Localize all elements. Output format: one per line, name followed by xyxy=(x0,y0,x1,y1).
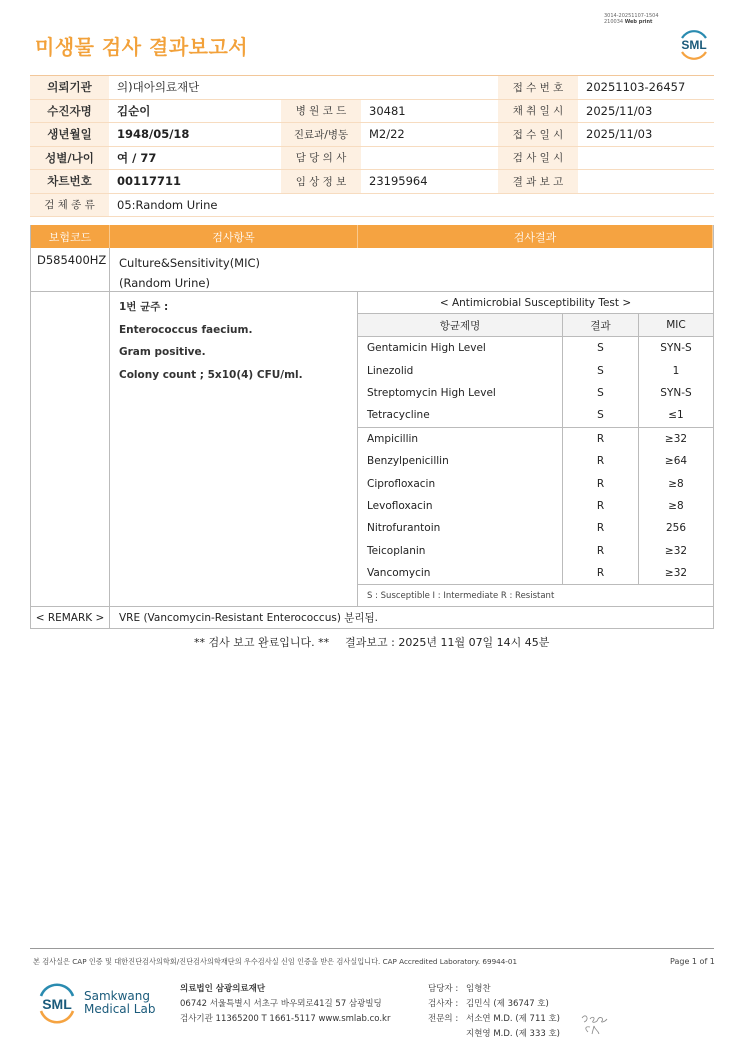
col-code-header: 보험코드 xyxy=(31,225,110,248)
info-label: 담 당 의 사 xyxy=(281,147,361,170)
insurance-code: D585400HZ xyxy=(31,248,110,291)
staff-row xyxy=(428,982,560,997)
staff-person: 임형찬 xyxy=(466,984,491,994)
ast-result: R xyxy=(563,495,639,517)
ast-result: S xyxy=(563,337,639,359)
ast-result: R xyxy=(563,540,639,562)
staff-row xyxy=(428,1012,560,1027)
info-row xyxy=(30,123,714,147)
ast-result-header: 결과 xyxy=(563,314,639,336)
ast-result: S xyxy=(563,382,639,404)
ast-row xyxy=(358,517,713,539)
info-row xyxy=(30,194,714,218)
info-value xyxy=(578,147,714,170)
ast-mic: ≥64 xyxy=(664,455,688,468)
ast-mic: 256 xyxy=(665,522,687,535)
ast-result: R xyxy=(563,562,639,584)
ast-drug: Benzylpenicillin xyxy=(358,450,563,472)
ast-mic-header: MIC xyxy=(666,319,686,331)
ast-row xyxy=(358,562,713,584)
print-code-line2 xyxy=(604,19,659,25)
signature-icon xyxy=(578,1008,612,1038)
info-row xyxy=(30,100,714,124)
info-row xyxy=(30,170,714,194)
staff-person: 김민식 (제 36747 호) xyxy=(466,999,549,1009)
culture-body xyxy=(31,292,713,607)
samkwang-logo-text: SML xyxy=(42,996,72,1012)
info-label: 차트번호 xyxy=(30,170,109,193)
info-value: 2025/11/03 xyxy=(586,127,653,142)
complete-text: ** 검사 보고 완료입니다. ** xyxy=(194,636,330,649)
report-time: 결과보고 : 2025년 11월 07일 14시 45분 xyxy=(345,636,550,649)
ast-resistant-group xyxy=(358,428,713,586)
info-value: M2/22 xyxy=(369,127,405,142)
info-label: 검 사 일 시 xyxy=(498,147,578,170)
ast-drug: Nitrofurantoin xyxy=(358,517,563,539)
ast-result: S xyxy=(563,359,639,381)
ast-row xyxy=(358,450,713,472)
info-value: 20251103-26457 xyxy=(586,80,686,95)
org-contact: 검사기관 11365200 T 1661-5117 www.smlab.co.kr xyxy=(180,1014,391,1024)
info-label: 성별/나이 xyxy=(30,147,109,170)
page-number: Page 1 of 1 xyxy=(670,957,715,966)
info-label: 수진자명 xyxy=(30,100,109,123)
organism-line: Gram positive. xyxy=(119,346,206,358)
remark-row xyxy=(31,607,713,629)
org-name: 의료법인 삼광의료재단 xyxy=(180,984,266,994)
org-address: 06742 서울특별시 서초구 바우뫼로41길 57 삼광빌딩 xyxy=(180,999,382,1009)
info-label: 생년월일 xyxy=(30,123,109,146)
remark-text: VRE (Vancomycin-Resistant Enterococcus) 분리됨. xyxy=(119,612,379,624)
print-code-line1: 3014-20251107-1504 xyxy=(604,13,659,19)
specimen-label: 검 체 종 류 xyxy=(30,194,109,217)
print-code xyxy=(604,13,659,25)
info-label: 접 수 번 호 xyxy=(498,76,578,99)
ast-drug: Vancomycin xyxy=(358,562,563,584)
ast-drug: Streptomycin High Level xyxy=(358,382,563,404)
info-value: 의)대아의료재단 xyxy=(117,80,200,95)
info-label: 결 과 보 고 xyxy=(498,170,578,193)
staff-person: 서소연 M.D. (제 711 호) xyxy=(466,1014,561,1024)
staff-person: 지현영 M.D. (제 333 호) xyxy=(466,1029,561,1039)
info-value xyxy=(361,147,498,170)
print-code-id: 210034 xyxy=(604,19,624,25)
specimen-value: 05:Random Urine xyxy=(117,197,218,212)
ast-result: R xyxy=(563,472,639,494)
info-value: 23195964 xyxy=(369,174,428,189)
info-label: 접 수 일 시 xyxy=(498,123,578,146)
ast-table xyxy=(358,292,713,606)
ast-legend: S : Susceptible I : Intermediate R : Resistant xyxy=(367,591,555,602)
footer-divider xyxy=(30,948,714,949)
ast-row xyxy=(358,540,713,562)
info-label: 병 원 코 드 xyxy=(281,100,361,123)
ast-mic: ≥32 xyxy=(664,544,688,557)
ast-mic: ≤1 xyxy=(668,409,684,422)
results-table xyxy=(30,225,714,629)
info-row xyxy=(30,76,714,100)
web-print-label: Web print xyxy=(624,19,653,25)
ast-mic: ≥32 xyxy=(664,432,688,445)
ast-result: R xyxy=(563,428,639,450)
test-specimen: (Random Urine) xyxy=(119,276,210,290)
info-value: 30481 xyxy=(369,103,406,118)
ast-drug: Ciprofloxacin xyxy=(358,472,563,494)
ast-row xyxy=(358,495,713,517)
ast-mic: 1 xyxy=(672,364,680,377)
samkwang-logo-icon xyxy=(36,981,78,1025)
staff-role: 담당자 : xyxy=(428,984,459,994)
ast-row xyxy=(358,404,713,426)
empty-code-cell xyxy=(31,292,110,606)
organism-info xyxy=(110,292,358,606)
info-row xyxy=(30,147,714,171)
staff-role: 검사자 : xyxy=(428,999,459,1009)
organization-info xyxy=(180,982,390,1027)
ast-result: R xyxy=(563,450,639,472)
staff-row xyxy=(428,997,560,1012)
company-name xyxy=(84,990,155,1016)
ast-drug: Levofloxacin xyxy=(358,495,563,517)
info-value xyxy=(578,170,714,193)
ast-mic: ≥32 xyxy=(664,567,688,580)
staff-role: 전문의 : xyxy=(428,1014,459,1024)
ast-header xyxy=(358,314,713,337)
organism-line: Enterococcus faecium. xyxy=(119,323,253,336)
ast-drug: Teicoplanin xyxy=(358,540,563,562)
ast-row xyxy=(358,359,713,381)
sml-logo-text: SML xyxy=(681,38,707,52)
ast-mic: ≥8 xyxy=(668,477,684,490)
ast-result: S xyxy=(563,404,639,426)
test-row xyxy=(31,248,713,292)
report-complete xyxy=(194,634,565,650)
info-value: 00117711 xyxy=(117,174,182,189)
staff-list xyxy=(428,982,560,1042)
company-name-line1: Samkwang xyxy=(84,989,150,1003)
info-label: 임 상 정 보 xyxy=(281,170,361,193)
ast-row xyxy=(358,382,713,404)
test-name: Culture&Sensitivity(MIC) xyxy=(119,256,261,270)
col-item-header: 검사항목 xyxy=(110,225,358,248)
remark-label: < REMARK > xyxy=(31,607,110,628)
results-header xyxy=(31,225,713,248)
ast-row xyxy=(358,472,713,494)
ast-mic: ≥8 xyxy=(668,499,684,512)
info-value: 1948/05/18 xyxy=(117,127,190,142)
info-value: 2025/11/03 xyxy=(586,103,653,118)
company-name-line2: Medical Lab xyxy=(84,1002,156,1016)
test-name-cell xyxy=(110,248,713,291)
organism-line: 1번 균주 : xyxy=(119,301,169,313)
ast-drug-header: 항균제명 xyxy=(358,314,563,336)
certification-note: 본 검사실은 CAP 인증 및 대한진단검사의학회/진단검사의학재단의 우수검사실 신임 인증을 받은 검사실입니다. CAP Accredited Laboratory. 69944-01 xyxy=(33,957,518,966)
ast-drug: Ampicillin xyxy=(358,428,563,450)
info-value: 여 / 77 xyxy=(117,150,157,165)
ast-result: R xyxy=(563,517,639,539)
info-label: 진료과/병동 xyxy=(281,123,361,146)
info-label: 채 취 일 시 xyxy=(498,100,578,123)
ast-title: < Antimicrobial Susceptibility Test > xyxy=(358,292,713,314)
ast-drug: Linezolid xyxy=(358,359,563,381)
staff-role xyxy=(428,1027,466,1042)
col-result-header: 검사결과 xyxy=(358,225,713,248)
patient-info-table xyxy=(30,75,714,217)
ast-row xyxy=(358,337,713,359)
info-value: 김순이 xyxy=(117,103,151,118)
sml-logo-icon xyxy=(676,26,712,62)
info-label: 의뢰기관 xyxy=(30,76,109,99)
ast-mic: SYN-S xyxy=(660,386,692,399)
report-title: 미생물 검사 결과보고서 xyxy=(35,35,249,59)
ast-mic: SYN-S xyxy=(660,342,692,355)
ast-susceptible-group xyxy=(358,337,713,428)
ast-drug: Gentamicin High Level xyxy=(358,337,563,359)
staff-row xyxy=(428,1027,560,1042)
ast-row xyxy=(358,428,713,450)
ast-drug: Tetracycline xyxy=(358,404,563,426)
organism-line: Colony count ; 5x10(4) CFU/ml. xyxy=(119,368,303,381)
